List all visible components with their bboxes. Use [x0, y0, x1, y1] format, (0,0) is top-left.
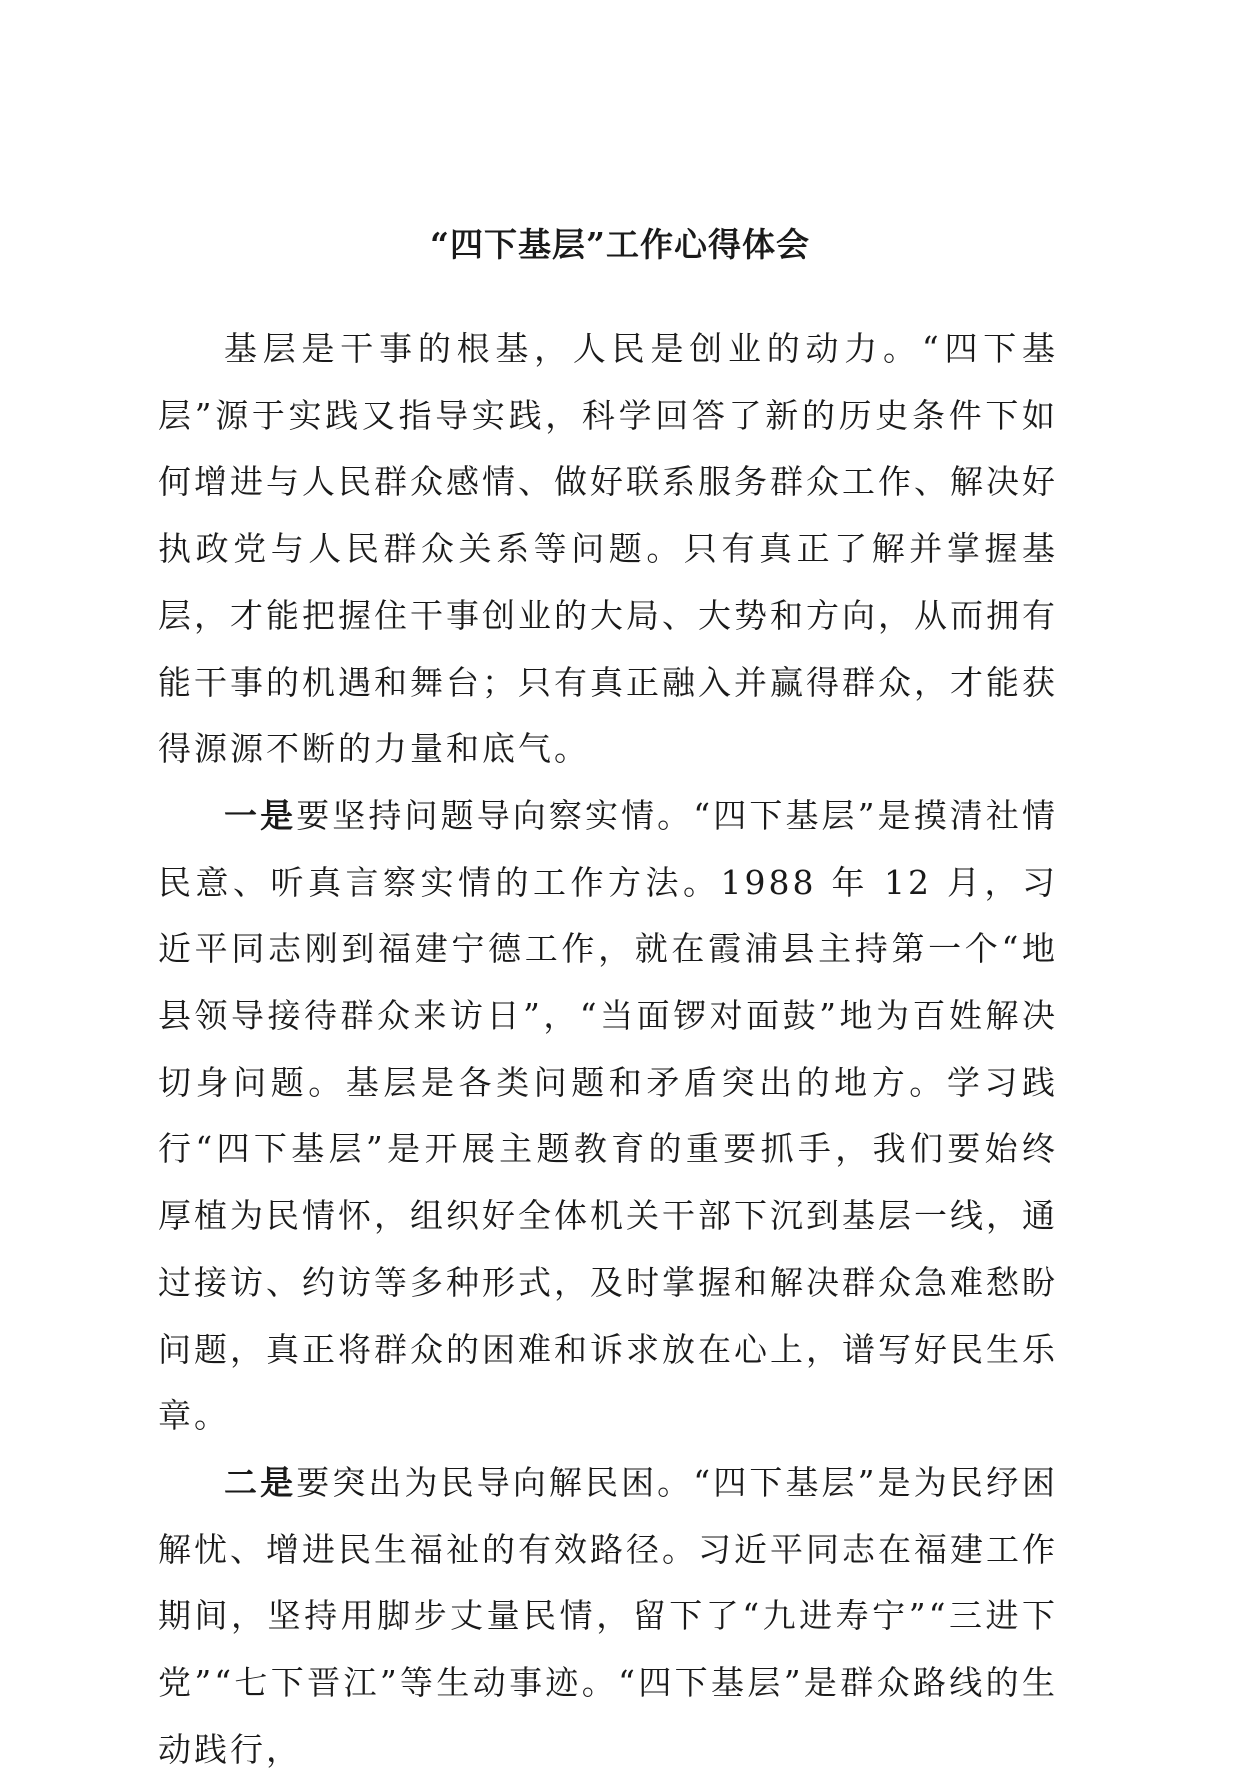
paragraph-text: 基层是干事的根基，人民是创业的动力。“四下基层”源于实践又指导实践，科学回答了新的历史条件下如何增进与人民群众感情、做好联系服务群众工作、解决好执政党与人民群众关系等问题。只有真正了解并掌握基层，才能把握住干事创业的大局、大势和方向，从而拥有能干事的机遇和舞台；只有真正融入并赢得群众，才能获得源源不断的力量和底气。: [158, 329, 1058, 769]
paragraph-text: 要突出为民导向解民困。“四下基层”是为民纾困解忧、增进民生福祉的有效路径。习近平同志在福建工作期间，坚持用脚步丈量民情，留下了“九进寿宁”“三进下党”“七下晋江”等生动事迹。“四下基层”是群众路线的生动践行，: [158, 1462, 1058, 1769]
paragraph-intro: [158, 316, 1058, 783]
paragraph-point-two: [158, 1450, 1058, 1783]
paragraph-text: 要坚持问题导向察实情。“四下基层”是摸清社情民意、听真言察实情的工作方法。1988 年 12 月，习近平同志刚到福建宁德工作，就在霞浦县主持第一个“地县领导接待群众来访日”，“当面锣对面鼓”地为百姓解决切身问题。基层是各类问题和矛盾突出的地方。学习践行“四下基层”是开展主题教育的重要抓手，我们要始终厚植为民情怀，组织好全体机关干部下沉到基层一线，通过接访、约访等多种形式，及时掌握和解决群众急难愁盼问题，真正将群众的困难和诉求放在心上，谱写好民生乐章。: [158, 795, 1058, 1436]
paragraph-lead: 一是: [224, 795, 297, 835]
paragraph-point-one: [158, 783, 1058, 1450]
document-body: [158, 316, 1058, 1783]
document-title: “四下基层”工作心得体会: [430, 225, 810, 264]
paragraph-lead: 二是: [224, 1462, 297, 1502]
